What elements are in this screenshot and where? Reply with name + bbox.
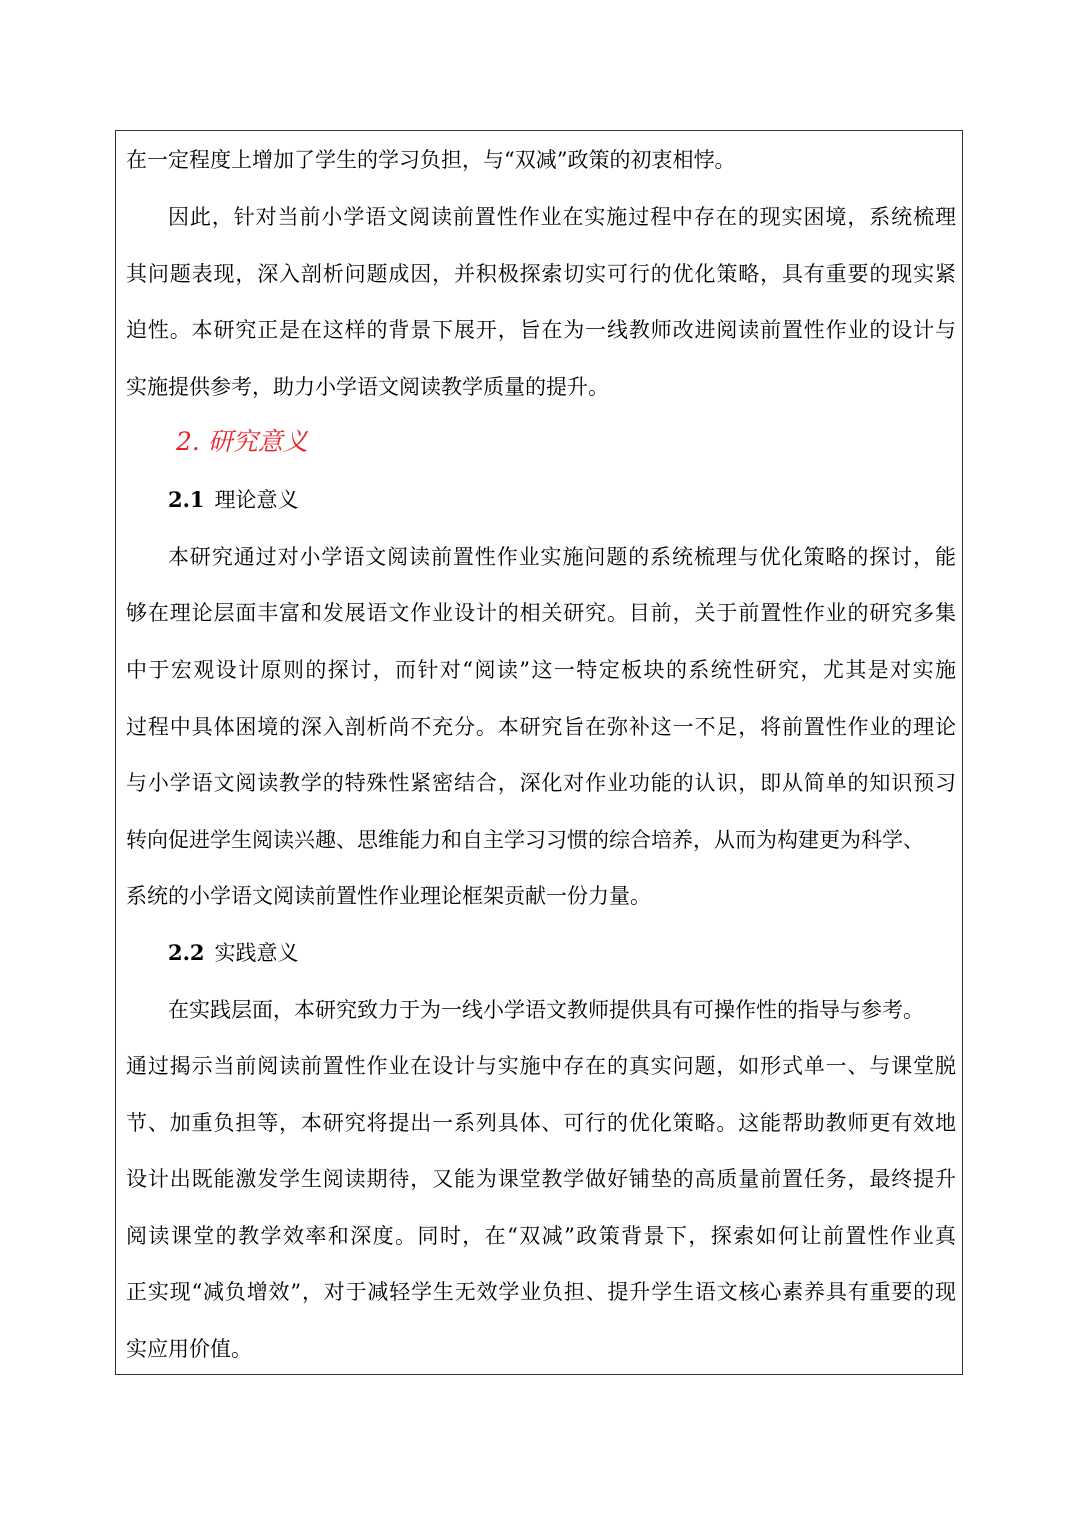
paragraph-line: 过程中具体困境的深入剖析尚不充分。本研究旨在弥补这一不足，将前置性作业的理论 [126, 715, 956, 739]
paragraph-line: 节、加重负担等，本研究将提出一系列具体、可行的优化策略。这能帮助教师更有效地 [126, 1111, 956, 1135]
subsection-number: 2.2 [168, 940, 205, 965]
paragraph-line: 转向促进学生阅读兴趣、思维能力和自主学习习惯的综合培养，从而为构建更为科学、 [126, 828, 924, 852]
paragraph-line: 系统的小学语文阅读前置性作业理论框架贡献一份力量。 [126, 884, 651, 908]
subsection-heading [168, 939, 299, 967]
paragraph-line: 在一定程度上增加了学生的学习负担，与“双减”政策的初衷相悖。 [126, 148, 736, 172]
paragraph-line: 通过揭示当前阅读前置性作业在设计与实施中存在的真实问题，如形式单一、与课堂脱 [126, 1054, 956, 1078]
subsection-heading [168, 486, 299, 514]
paragraph-line: 迫性。本研究正是在这样的背景下展开，旨在为一线教师改进阅读前置性作业的设计与 [126, 318, 956, 342]
paragraph-line: 正实现“减负增效”，对于减轻学生无效学业负担、提升学生语文核心素养具有重要的现 [126, 1280, 956, 1304]
subsection-title: 实践意义 [214, 941, 299, 965]
paragraph-line: 在实践层面，本研究致力于为一线小学语文教师提供具有可操作性的指导与参考。 [168, 998, 924, 1022]
paragraph-line: 其问题表现，深入剖析问题成因，并积极探索切实可行的优化策略，具有重要的现实紧 [126, 262, 956, 286]
paragraph-line: 中于宏观设计原则的探讨，而针对“阅读”这一特定板块的系统性研究，尤其是对实施 [126, 658, 956, 682]
paragraph-line: 设计出既能激发学生阅读期待，又能为课堂教学做好铺垫的高质量前置任务，最终提升 [126, 1167, 956, 1191]
paragraph-line: 够在理论层面丰富和发展语文作业设计的相关研究。目前，关于前置性作业的研究多集 [126, 601, 956, 625]
paragraph-line: 本研究通过对小学语文阅读前置性作业实施问题的系统梳理与优化策略的探讨，能 [168, 545, 956, 569]
paragraph-line: 实应用价值。 [126, 1337, 252, 1361]
subsection-title: 理论意义 [214, 488, 299, 512]
paragraph-line: 实施提供参考，助力小学语文阅读教学质量的提升。 [126, 375, 609, 399]
paragraph-line: 因此，针对当前小学语文阅读前置性作业在实施过程中存在的现实困境，系统梳理 [168, 205, 956, 229]
section-heading: 2. 研究意义 [176, 427, 308, 456]
paragraph-line: 阅读课堂的教学效率和深度。同时，在“双减”政策背景下，探索如何让前置性作业真 [126, 1224, 956, 1248]
subsection-number: 2.1 [168, 487, 205, 512]
paragraph-line: 与小学语文阅读教学的特殊性紧密结合，深化对作业功能的认识，即从简单的知识预习 [126, 771, 956, 795]
